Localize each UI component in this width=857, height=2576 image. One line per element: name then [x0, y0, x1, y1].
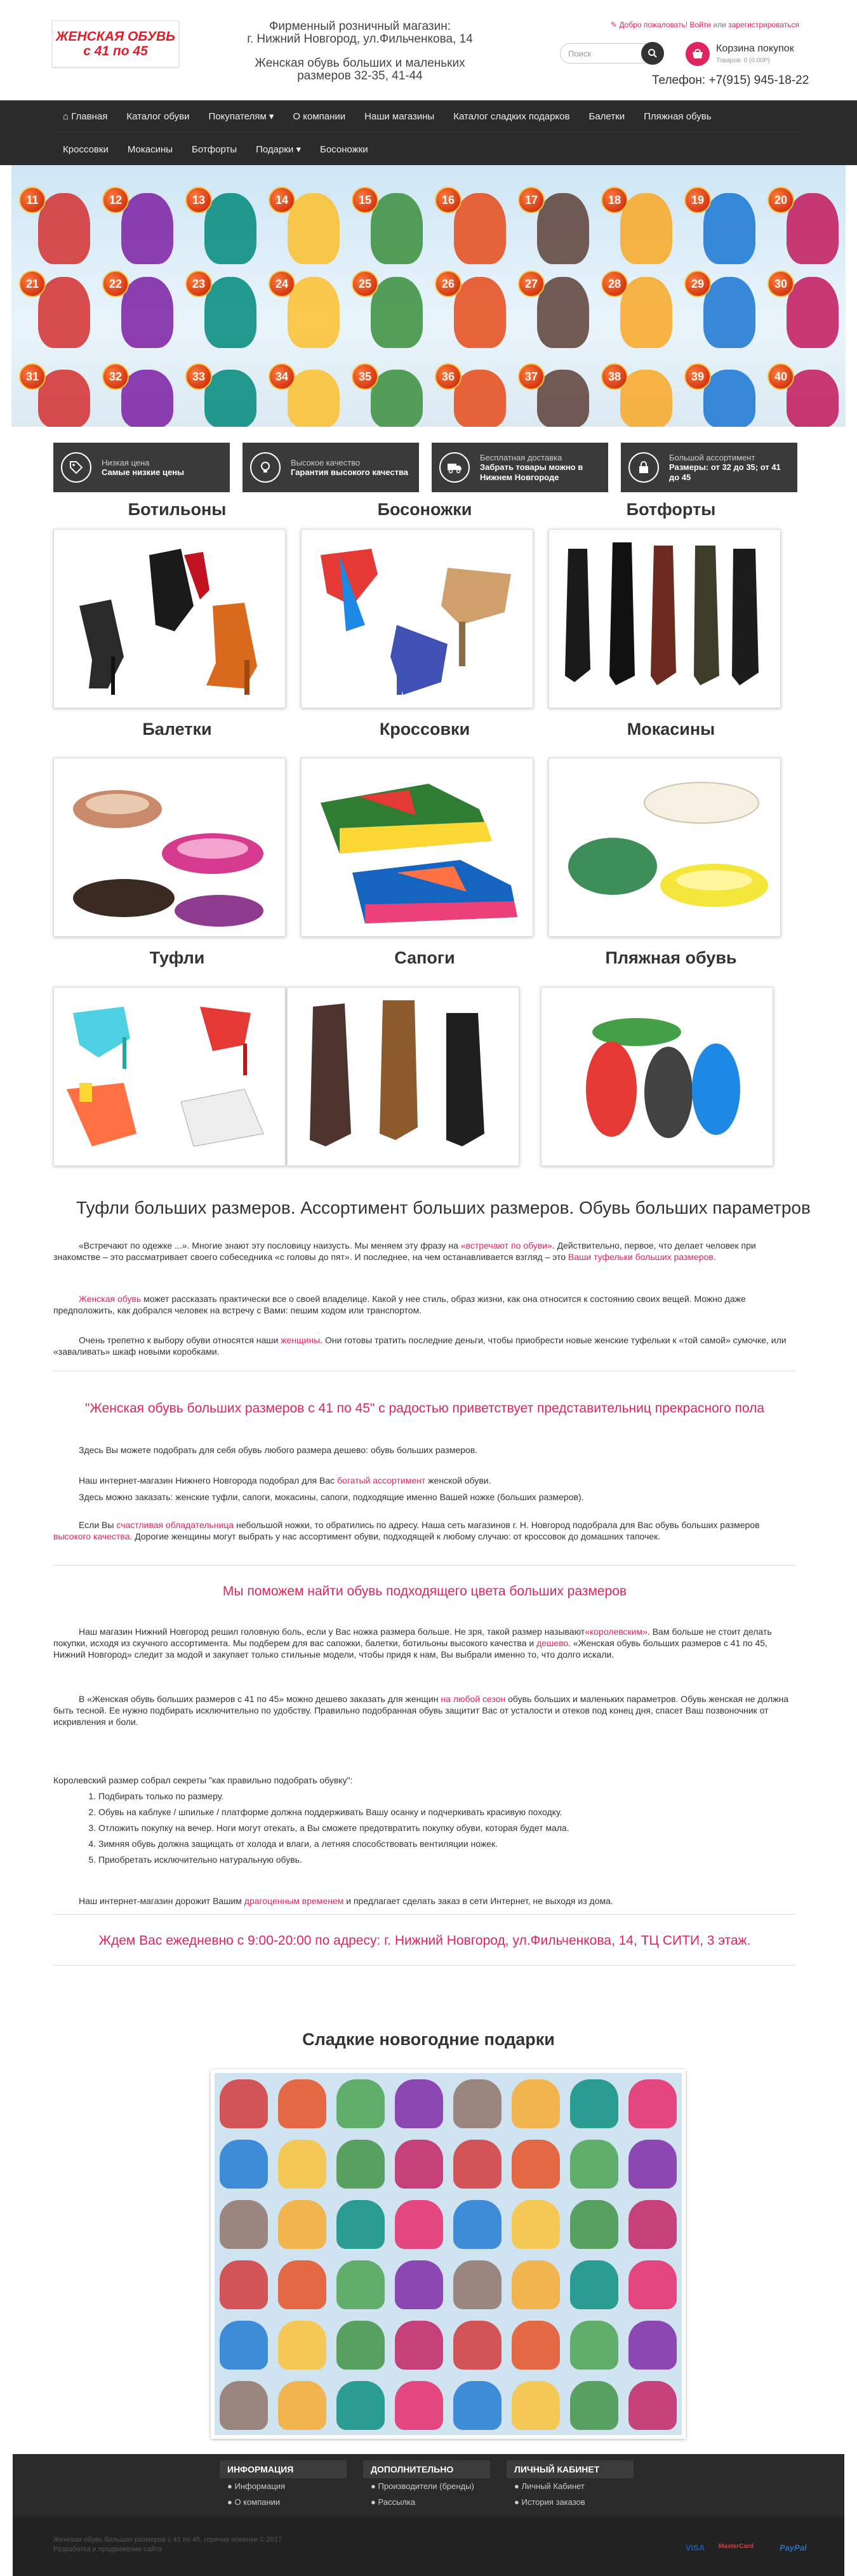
store-line1: Фирменный розничный магазин:	[269, 20, 451, 33]
gift-number-badge: 18	[601, 187, 628, 213]
gift-number-badge: 33	[185, 363, 212, 390]
text: Очень трепетно к выбору обуви относятся наши	[79, 1335, 281, 1345]
gift-number-badge: 40	[767, 363, 794, 390]
gift-toy-image	[537, 193, 589, 264]
gift-item-image	[512, 2260, 560, 2309]
link[interactable]: «королевским»	[585, 1627, 648, 1637]
gift-item-image	[512, 2200, 560, 2249]
logo-line1: ЖЕНСКАЯ ОБУВЬ	[56, 29, 175, 44]
gift-number-badge: 37	[518, 363, 545, 390]
feature-text: Размеры: от 32 до 35; от 41 до 45	[669, 462, 781, 482]
gift-number-badge: 34	[269, 363, 295, 390]
sneakers-image	[302, 758, 533, 937]
gift-item-image	[278, 2260, 326, 2309]
footer-col-info	[220, 2460, 347, 2510]
bullet-icon: ●	[227, 2481, 235, 2491]
gift-number-badge: 16	[435, 187, 462, 213]
gift-item-image	[220, 2140, 268, 2189]
paypal-icon: PayPal	[780, 2543, 807, 2553]
gift-item-image	[336, 2381, 385, 2430]
gift-number-badge: 39	[684, 363, 711, 390]
or-text: или	[713, 20, 726, 29]
gift-item-image	[336, 2200, 385, 2249]
bullet-icon: ●	[514, 2481, 522, 2491]
feature-delivery	[432, 443, 608, 492]
text: . Дорогие женщины могут выбрать у нас ассортимент обуви, подходящей к любому случаю: от кроссовок до домашних тапочек.	[130, 1531, 661, 1541]
store-address	[233, 20, 487, 46]
article-para-4	[53, 1444, 796, 1456]
category-title-plyazhnaya[interactable]: Пляжная обувь	[605, 948, 737, 967]
text: . Вам больше не стоит делать покупки, исходя из скучного ассортимента. Мы подберем для вас сапожки, балетки, ботильоны высокого качества и	[53, 1627, 772, 1648]
nav-moccasins[interactable]: Мокасины	[127, 144, 173, 155]
category-title-botforty[interactable]: Ботфорты	[626, 500, 716, 519]
header	[39, 0, 818, 100]
nav-gifts[interactable]	[246, 144, 310, 155]
gift-item-image	[570, 2079, 618, 2128]
gift-number-badge: 31	[19, 363, 46, 390]
gift-number-badge: 19	[684, 187, 711, 213]
category-image-plyazhnaya[interactable]	[541, 987, 773, 1166]
gift-item-image	[512, 2321, 560, 2370]
gift-item-image	[395, 2260, 443, 2309]
truck-icon	[439, 452, 470, 483]
category-title-mokasiny[interactable]: Мокасины	[627, 720, 715, 739]
category-image-mokasiny[interactable]	[548, 758, 781, 937]
gift-toy-image	[371, 193, 423, 264]
feature-title: Высокое качество	[291, 457, 361, 467]
text: В «Женская обувь больших размеров с 41 по 45» можно дешево заказать для женщин	[79, 1694, 441, 1704]
link[interactable]: драгоценным временем	[244, 1896, 344, 1906]
nav-customers-label: Покупателям	[208, 111, 267, 122]
sizes-line1: Женская обувь больших и маленьких	[255, 57, 465, 70]
nav-row1	[53, 100, 815, 132]
article-para-11	[53, 1895, 796, 1907]
gift-toy-image	[454, 193, 506, 264]
article-para-7	[53, 1519, 796, 1542]
gift-toy-image	[288, 277, 340, 348]
footer-col-extra	[363, 2460, 490, 2510]
text: Если Вы	[79, 1520, 117, 1530]
gift-toy-image	[537, 370, 589, 427]
user-icon: ✎	[611, 20, 618, 29]
footer-link[interactable]	[363, 2494, 490, 2510]
lock-icon	[628, 452, 659, 483]
text: .	[713, 1252, 716, 1262]
main-nav	[0, 100, 857, 165]
text: небольшой ножки, то обратились по адресу. Наша сеть магазинов г. Н. Новгород подобрала для Вас обувь больших размеров	[234, 1520, 760, 1530]
welcome-text: Добро пожаловать!	[619, 20, 688, 29]
gift-item-image	[220, 2381, 268, 2430]
gift-item-image	[278, 2321, 326, 2370]
text: и предлагает сделать заказ в сети Интернет, не выходя из дома.	[343, 1896, 613, 1906]
sizes-line2: размеров 32-35, 41-44	[297, 69, 423, 83]
gift-number-badge: 17	[518, 187, 545, 213]
gift-item-image	[453, 2200, 502, 2249]
gift-item-image	[453, 2260, 502, 2309]
gift-toy-image	[371, 370, 423, 427]
nav-divider	[53, 132, 802, 133]
gift-number-badge: 30	[767, 271, 794, 297]
article-para-1	[53, 1240, 796, 1263]
phone-number: Телефон: +7(915) 945-18-22	[652, 74, 809, 87]
gift-item-image	[395, 2381, 443, 2430]
text: Здесь можно заказать: женские туфли, сапоги, мокасины, сапоги, подходящие именно Вашей ножке (больших размеров).	[79, 1492, 584, 1502]
section-heading-welcome: "Женская обувь больших размеров с 41 по 45" с радостью приветствует представительниц прекрасного пола	[84, 1401, 765, 1416]
nav-boots[interactable]: Ботфорты	[192, 144, 237, 155]
gift-toy-image	[204, 193, 256, 264]
section-heading-colors: Мы поможем найти обувь подходящего цвета больших размеров	[222, 1584, 627, 1599]
feature-text: Гарантия высокого качества	[291, 467, 409, 477]
copyright-text: Женская обувь больших размеров с 41 по 45, горячие новинки © 2017	[53, 2536, 282, 2544]
cart-icon	[691, 48, 704, 60]
gift-item-image	[453, 2321, 502, 2370]
gift-number-badge: 24	[269, 271, 295, 297]
text: обувь больших и маленьких параметров. Обувь женская не должна быть тесной. Ее нужно подбирать исключительно по удобству. Правильно подобранная обувь защитит Вас от усталости и отеков под конец дня, спасет Ваш позвоночник от искривления и боли.	[53, 1694, 789, 1727]
divider	[53, 1565, 796, 1566]
feature-title: Большой ассортимент	[669, 452, 755, 462]
gift-toy-image	[620, 277, 672, 348]
gift-item-image	[628, 2260, 677, 2309]
gift-toy-image	[121, 193, 173, 264]
footer-link-label: Личный Кабинет	[521, 2481, 585, 2491]
gift-toy-image	[121, 277, 173, 348]
gift-toy-image	[38, 277, 90, 348]
gifts-banner[interactable]	[11, 165, 846, 427]
gift-item-image	[220, 2200, 268, 2249]
gift-item-image	[570, 2140, 618, 2189]
category-title-tufli[interactable]: Туфли	[149, 948, 205, 967]
text: . «Женская обувь больших размеров с 41 по 45, Нижний Новгород» следит за модой и закупает только стильные модели, чтобы придя к нам, Вы выбрали именно то, что долго искали.	[53, 1638, 767, 1660]
ballet-flats-image	[54, 758, 286, 937]
article-para-6	[53, 1491, 796, 1503]
gift-toy-image	[787, 277, 839, 348]
gift-toy-image	[204, 370, 256, 427]
gift-item-image	[628, 2140, 677, 2189]
gift-number-badge: 35	[352, 363, 378, 390]
text: . Действительно, первое, что делает человек при знакомстве – это рассматривает своего собеседника «с головы до пят». И последнее, на чем останавливается взгляд – это	[53, 1240, 756, 1262]
register-link[interactable]: зарегистрироваться	[728, 20, 799, 29]
search-input[interactable]: Поиск	[560, 43, 656, 64]
article-para-10: Королевский размер собрал секреты "как правильно подобрать обувку":	[53, 1775, 353, 1785]
footer-link[interactable]	[507, 2478, 634, 2494]
nav-sneakers[interactable]: Кроссовки	[63, 144, 109, 155]
category-image-botforty[interactable]	[548, 529, 781, 708]
article-para-8	[53, 1626, 796, 1660]
link[interactable]: высокого качества	[53, 1531, 130, 1541]
category-image-bosonozhki[interactable]	[301, 529, 533, 708]
cart-label[interactable]: Корзина покупок	[716, 43, 794, 54]
footer-link-label: Информация	[234, 2481, 286, 2491]
list-item: 3. Отложить покупку на вечер. Ноги могут отекать, а Вы сможете предотвратить покупку обуви, которая будет мала.	[98, 1820, 569, 1836]
gift-number-badge: 27	[518, 271, 545, 297]
gift-number-badge: 28	[601, 271, 628, 297]
tag-icon	[61, 452, 91, 483]
gift-item-image	[628, 2321, 677, 2370]
footer-link[interactable]	[220, 2494, 347, 2510]
nav-beach[interactable]: Пляжная обувь	[644, 111, 712, 122]
footer-heading: ИНФОРМАЦИЯ	[220, 2460, 347, 2478]
nav-row2	[53, 133, 815, 165]
gift-item-image	[220, 2321, 268, 2370]
footer-link[interactable]	[507, 2494, 634, 2510]
bullet-icon: ●	[227, 2497, 235, 2507]
text: «Встречают по одежке ...». Многие знают эту пословицу наизусть. Мы меняем эту фразу на	[79, 1240, 461, 1251]
category-title-baletki[interactable]: Балетки	[142, 720, 212, 739]
home-icon: ⌂	[63, 111, 72, 122]
article-para-3	[53, 1334, 796, 1357]
text: Наш интернет-магазин Нижнего Новгорода подобрал для Вас	[79, 1475, 338, 1486]
gift-item-image	[570, 2260, 618, 2309]
list-item: 2. Обувь на каблуке / шпильке / платформе должна поддерживать Вашу осанку и подчеркивать красивую походку.	[98, 1804, 569, 1820]
gift-item-image	[453, 2079, 502, 2128]
tall-boots-image	[288, 988, 519, 1166]
nav-home[interactable]	[53, 111, 117, 122]
gift-toy-image	[620, 370, 672, 427]
nav-sweet-gifts[interactable]: Каталог сладких подарков	[453, 111, 570, 122]
gift-item-image	[628, 2200, 677, 2249]
footer-link[interactable]	[220, 2478, 347, 2494]
gift-number-badge: 15	[352, 187, 378, 213]
search-icon	[648, 48, 658, 58]
category-title-bosonozhki[interactable]: Босоножки	[377, 500, 472, 519]
bullet-icon: ●	[514, 2497, 522, 2507]
gift-item-image	[336, 2079, 385, 2128]
gift-toy-image	[703, 370, 755, 427]
cart-button[interactable]	[686, 42, 710, 66]
category-title-krossovki[interactable]: Кроссовки	[379, 720, 470, 739]
gift-number-badge: 23	[185, 271, 212, 297]
article-title: Туфли больших размеров. Ассортимент больших размеров. Обувь больших параметров	[76, 1198, 811, 1218]
feature-title: Низкая цена	[102, 457, 150, 467]
text: может рассказать практически все о своей владелице. Какой у нее стиль, образ жизни, как она относится к состоянию своих вещей. Можно даже предположить, как добрался человек на встречу с Вами: пешим ходом или транспортом.	[53, 1294, 746, 1315]
gift-item-image	[395, 2200, 443, 2249]
gift-item-image	[512, 2140, 560, 2189]
category-image-krossovki[interactable]	[301, 758, 533, 937]
gift-number-badge: 12	[102, 187, 129, 213]
gift-toy-image	[703, 193, 755, 264]
text: Наш интернет-магазин дорожит Вашим	[79, 1896, 244, 1906]
gift-item-image	[570, 2200, 618, 2249]
gifts-image[interactable]	[211, 2069, 686, 2439]
link[interactable]: на любой сезон	[441, 1694, 506, 1704]
cart-summary: Товаров: 0 (0.00P)	[716, 57, 770, 64]
link[interactable]: счастливая обладательница	[116, 1520, 234, 1530]
gift-toy-image	[537, 277, 589, 348]
article-para-2	[53, 1293, 796, 1316]
gift-item-image	[336, 2321, 385, 2370]
gift-number-badge: 29	[684, 271, 711, 297]
sizes-info	[233, 57, 487, 83]
text: женской обуви.	[425, 1475, 491, 1486]
gift-item-image	[278, 2140, 326, 2189]
search-button[interactable]	[641, 42, 664, 65]
gift-item-image	[220, 2260, 268, 2309]
gift-number-badge: 20	[767, 187, 794, 213]
feature-text: Забрать товары можно в Нижнем Новгороде	[480, 462, 583, 482]
link[interactable]: «встречают по обуви»	[460, 1240, 552, 1251]
gift-toy-image	[38, 193, 90, 264]
nav-ballet[interactable]: Балетки	[588, 111, 625, 122]
gift-item-image	[628, 2079, 677, 2128]
caret-down-icon: ▾	[266, 111, 274, 122]
gift-number-badge: 32	[102, 363, 129, 390]
footer-col-account	[507, 2460, 634, 2510]
footer-link-label: Производители (бренды)	[378, 2481, 474, 2491]
gift-item-image	[336, 2140, 385, 2189]
mastercard-icon: MasterCard	[719, 2543, 754, 2550]
category-image-baletki[interactable]	[53, 758, 286, 937]
article-para-9	[53, 1693, 796, 1727]
category-title-botilony[interactable]: Ботильоны	[128, 500, 227, 519]
category-image-botilony[interactable]	[53, 529, 286, 708]
list-item: 1. Подбирать только по размеру.	[98, 1788, 569, 1804]
footer-link-label: Рассылка	[378, 2497, 416, 2507]
gift-number-badge: 26	[435, 271, 462, 297]
gift-item-image	[512, 2079, 560, 2128]
nav-home-label: Главная	[71, 111, 108, 122]
gift-number-badge: 38	[601, 363, 628, 390]
gift-item-image	[395, 2079, 443, 2128]
text: Наш магазин Нижний Новгород решил головную боль, если у Вас ножка размера больше. Не зря, такой размер называют	[79, 1627, 585, 1637]
text: . Они готовы тратить последние деньги, чтобы приобрести новые женские туфельки к «той самой» сумочке, или «заваливать» шкаф новыми коробками.	[53, 1335, 787, 1357]
gift-item-image	[278, 2200, 326, 2249]
gift-toy-image	[204, 277, 256, 348]
list-item: 5. Приобретать исключительно натуральную обувь.	[98, 1852, 569, 1868]
article-para-5	[53, 1475, 796, 1486]
over-knee-boots-image	[549, 530, 781, 708]
feature-assortment	[621, 443, 797, 492]
moccasins-image	[549, 758, 781, 937]
nav-sandals[interactable]: Босоножки	[320, 144, 368, 155]
link[interactable]: богатый ассортимент	[337, 1475, 426, 1486]
nav-gifts-label: Подарки	[256, 144, 294, 155]
category-image-sapogi[interactable]	[287, 987, 519, 1166]
feature-title: Бесплатная доставка	[480, 452, 562, 462]
gift-toy-image	[371, 277, 423, 348]
bullet-icon: ●	[371, 2497, 378, 2507]
gift-number-badge: 22	[102, 271, 129, 297]
gift-number-badge: 36	[435, 363, 462, 390]
gift-item-image	[628, 2381, 677, 2430]
category-image-tufli[interactable]	[53, 987, 286, 1166]
gift-number-badge: 14	[269, 187, 295, 213]
ankle-boots-image	[54, 530, 286, 708]
gifts-title: Сладкие новогодние подарки	[302, 2030, 555, 2049]
copyright	[53, 2535, 282, 2554]
gift-item-image	[395, 2140, 443, 2189]
gift-item-image	[570, 2321, 618, 2370]
tips-list	[98, 1788, 569, 1868]
opening-hours-heading: Ждем Вас ежедневно с 9:00-20:00 по адресу: г. Нижний Новгород, ул.Фильченкова, 14, ТЦ СИТИ, 3 этаж.	[98, 1933, 751, 1948]
gift-number-badge: 13	[185, 187, 212, 213]
nav-customers[interactable]	[199, 111, 283, 122]
gift-toy-image	[620, 193, 672, 264]
beach-shoes-image	[541, 988, 773, 1166]
gift-item-image	[220, 2079, 268, 2128]
login-link[interactable]: Войти	[689, 20, 712, 29]
nav-catalog[interactable]: Каталог обуви	[126, 111, 190, 122]
link[interactable]: Ваши туфельки больших размеров	[568, 1252, 714, 1262]
bulb-icon	[250, 452, 281, 483]
gift-item-image	[453, 2381, 502, 2430]
footer-link-label: История заказов	[521, 2497, 585, 2507]
footer-heading: ДОПОЛНИТЕЛЬНО	[363, 2460, 490, 2478]
footer-heading: ЛИЧНЫЙ КАБИНЕТ	[507, 2460, 634, 2478]
gift-toy-image	[454, 370, 506, 427]
gift-item-image	[453, 2140, 502, 2189]
feature-quality	[242, 443, 419, 492]
gift-item-image	[512, 2381, 560, 2430]
nav-about[interactable]: О компании	[293, 111, 346, 122]
text: Здесь Вы можете подобрать для себя обувь любого размера дешево: обувь больших размеров.	[79, 1445, 478, 1455]
developer-link[interactable]: Разработка и продвижение сайта	[53, 2546, 162, 2553]
feature-low-price	[53, 443, 230, 492]
gift-toy-image	[288, 370, 340, 427]
divider	[53, 1914, 796, 1915]
nav-stores[interactable]: Наши магазины	[364, 111, 435, 122]
divider	[53, 1965, 796, 1966]
footer-link-label: О компании	[234, 2497, 281, 2507]
login-bar	[611, 20, 799, 29]
sandals-image	[302, 530, 533, 708]
gift-toy-image	[787, 193, 839, 264]
caret-down-icon: ▾	[293, 144, 301, 155]
gift-toy-image	[454, 277, 506, 348]
site-logo[interactable]	[52, 20, 179, 67]
list-item: 4. Зимняя обувь должна защищать от холода и влаги, а летняя способствовать вентиляции ножек.	[98, 1836, 569, 1852]
gift-item-image	[570, 2381, 618, 2430]
gift-toy-image	[703, 277, 755, 348]
link[interactable]: женщины	[281, 1335, 321, 1345]
gift-item-image	[395, 2321, 443, 2370]
shoes-image	[54, 988, 286, 1166]
footer-link[interactable]	[363, 2478, 490, 2494]
gift-item-image	[278, 2381, 326, 2430]
gift-toy-image	[288, 193, 340, 264]
gift-item-image	[336, 2260, 385, 2309]
link[interactable]: дешево	[536, 1638, 569, 1648]
gift-number-badge: 21	[19, 271, 46, 297]
bullet-icon: ●	[371, 2481, 378, 2491]
visa-icon: VISA	[686, 2543, 705, 2553]
gift-number-badge: 25	[352, 271, 378, 297]
gift-toy-image	[787, 370, 839, 427]
gift-toy-image	[38, 370, 90, 427]
logo-line2: с 41 по 45	[83, 44, 148, 58]
category-title-sapogi[interactable]: Сапоги	[394, 948, 455, 967]
gift-number-badge: 11	[19, 187, 46, 213]
gift-item-image	[278, 2079, 326, 2128]
link[interactable]: Женская обувь	[79, 1294, 142, 1304]
feature-text: Самые низкие цены	[102, 467, 185, 477]
gift-toy-image	[121, 370, 173, 427]
store-line2: г. Нижний Новгород, ул.Фильченкова, 14	[247, 32, 473, 46]
footer	[13, 2454, 844, 2576]
